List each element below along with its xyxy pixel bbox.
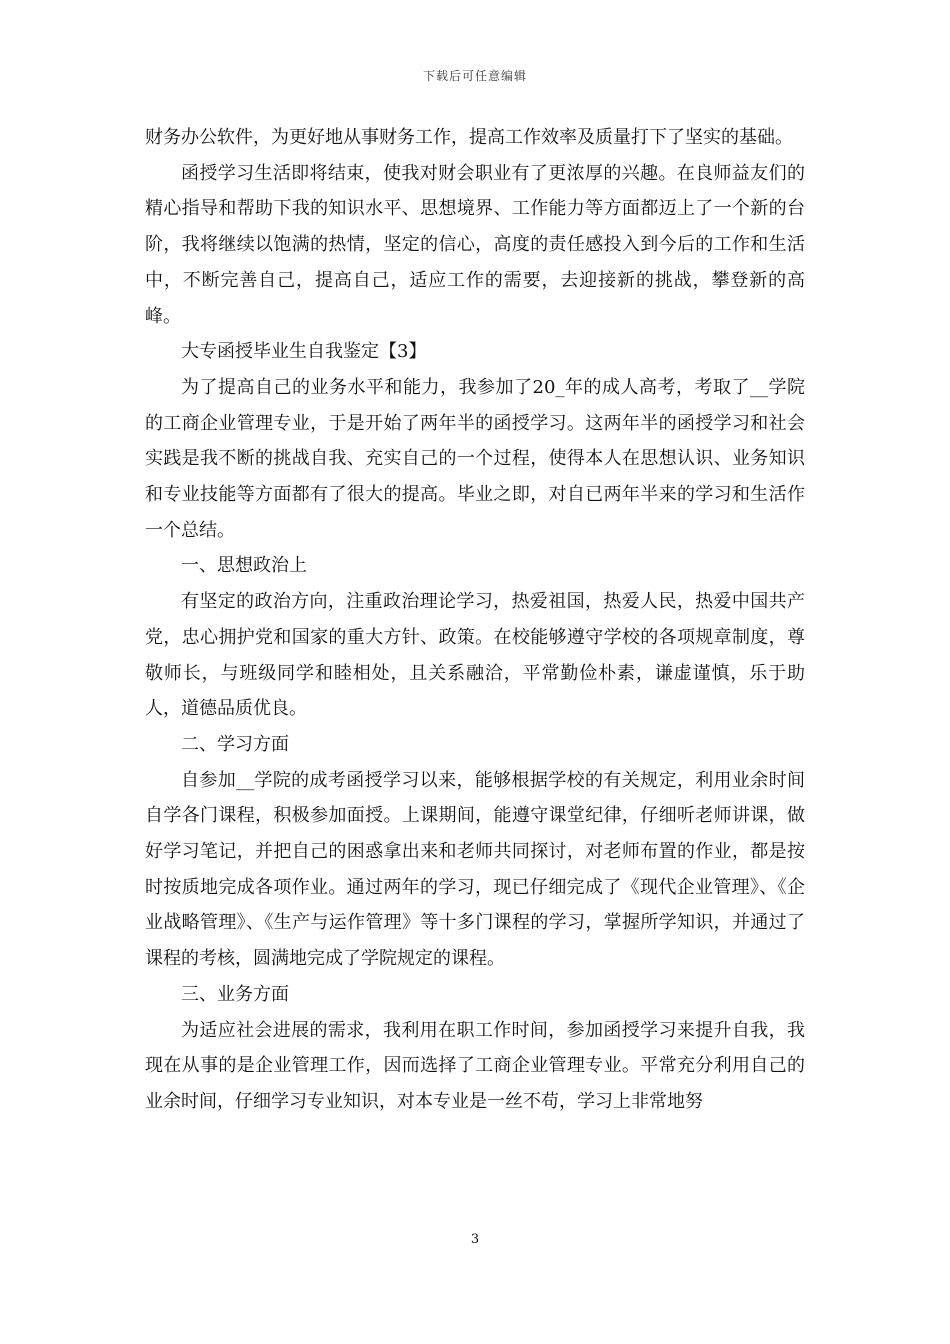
paragraph-intro: 为了提高自己的业务水平和能力，我参加了20_年的成人高考，考取了__学院的工商企业管理专业，于是开始了两年半的函授学习。这两年半的函授学习和社会实践是我不断的挑战自我、充实自己的一个过程，使得本人在思想认识、业务知识和专业技能等方面都有了很大的提高。毕业之即，对自已两年半来的学习和生活作一个总结。 [145, 376, 805, 541]
paragraph-business: 为适应社会进展的需求，我利用在职工作时间，参加函授学习来提升自我，我现在从事的是企业管理工作，因而选择了工商企业管理专业。平常充分利用自己的业余时间，仔细学习专业知识，对本专业是一丝不苟，学习上非常地努 [145, 1019, 805, 1112]
heading-study: 二、学习方面 [181, 733, 289, 755]
document-body [145, 120, 805, 1120]
section-title: 大专函授毕业生自我鉴定【3】 [181, 341, 427, 363]
page-header: 下载后可任意编辑 [422, 69, 527, 83]
paragraph-2: 函授学习生活即将结束，使我对财会职业有了更浓厚的兴趣。在良师益友们的精心指导和帮助下我的知识水平、思想境界、工作能力等方面都迈上了一个新的台阶，我将继续以饱满的热情，坚定的信心，高度的责任感投入到今后的工作和生活中，不断完善自己，提高自己，适应工作的需要，去迎接新的挑战，攀登新的高峰。 [145, 162, 805, 327]
page-number: 3 [470, 1232, 480, 1247]
heading-political: 一、思想政治上 [181, 555, 307, 577]
heading-business: 三、业务方面 [181, 983, 289, 1005]
paragraph-political: 有坚定的政治方向，注重政治理论学习，热爱祖国，热爱人民，热爱中国共产党，忠心拥护党和国家的重大方针、政策。在校能够遵守学校的各项规章制度，尊敬师长，与班级同学和睦相处，且关系融洽，平常勤俭朴素，谦虚谨慎，乐于助人，道德品质优良。 [145, 591, 805, 720]
paragraph-study: 自参加__学院的成考函授学习以来，能够根据学校的有关规定，利用业余时间自学各门课程，积极参加面授。上课期间，能遵守课堂纪律，仔细听老师讲课，做好学习笔记，并把自己的困惑拿出来和老师共同探讨，对老师布置的作业，都是按时按质地完成各项作业。通过两年的学习，现已仔细完成了《现代企业管理》、《企业战略管理》、《生产与运作管理》等十多门课程的学习，掌握所学知识，并通过了课程的考核，圆满地完成了学院规定的课程。 [145, 769, 805, 970]
paragraph-1: 财务办公软件，为更好地从事财务工作，提高工作效率及质量打下了坚实的基础。 [145, 127, 793, 148]
